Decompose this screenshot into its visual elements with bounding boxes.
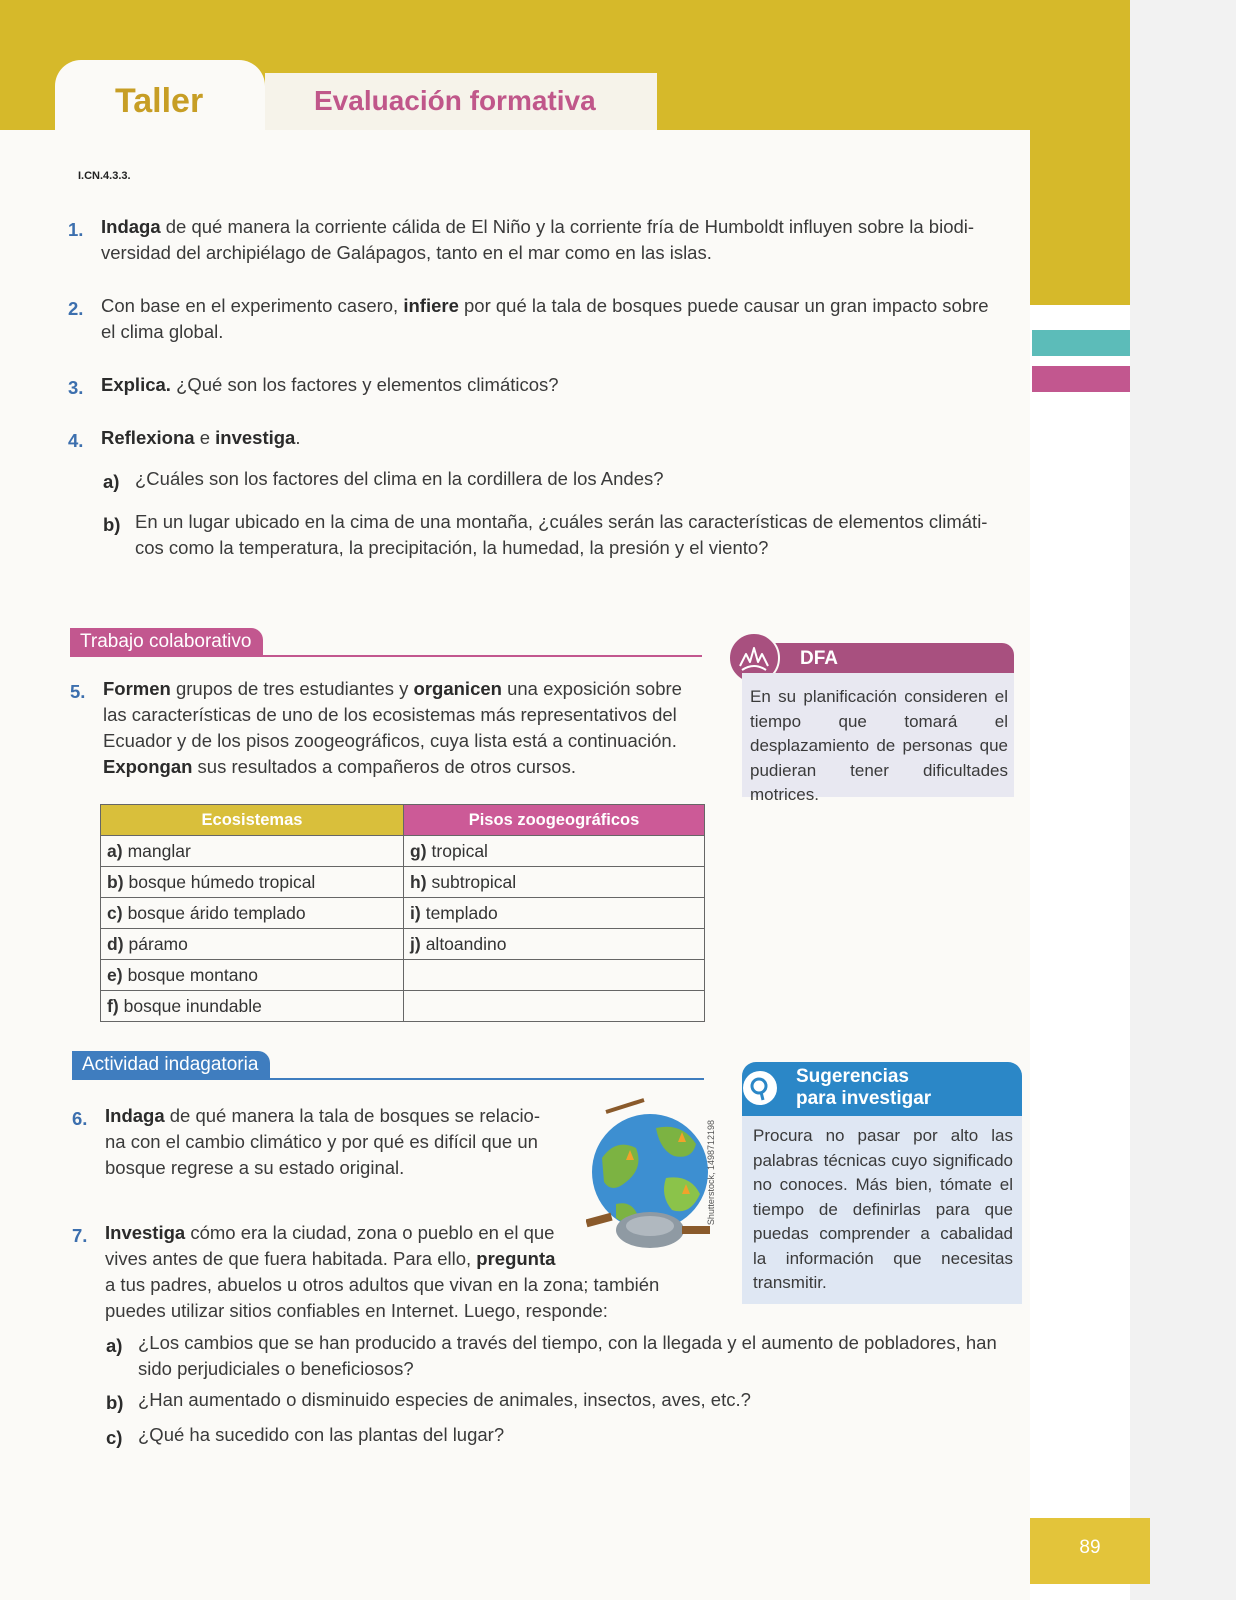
table-row [101,960,705,991]
q5-line2: las características de uno de los ecosistemas más representativos del [103,704,677,725]
curriculum-code: I.CN.4.3.3. [78,170,131,182]
sugerencias-text: Procura no pasar por alto las palabras técnicas cuyo significado no conoces. Más bien, tómate el tiempo de definirlas para que puedas comprender a cabalidad la información que necesitas transmitir. [753,1126,1013,1292]
q4-verb1: Reflexiona [101,427,195,448]
q7-line4: puedes utilizar sitios confiables en Internet. Luego, responde: [105,1300,608,1321]
table-row [101,836,705,867]
indagatoria-tab: Actividad indagatoria [72,1051,270,1080]
dfa-header [742,643,1014,673]
zoogeographic-cell [404,836,705,867]
cell-letter: e) [107,964,123,985]
ecosystem-cell [101,836,404,867]
cell-text: subtropical [431,871,517,892]
table-row [101,898,705,929]
cell-letter: a) [107,840,123,861]
image-credit: Shutterstock, 1498712198 [706,1120,716,1226]
q5-verb2: organicen [413,678,502,699]
question-7 [105,1220,705,1324]
cell-letter: g) [410,840,427,861]
dfa-text: En su planificación consideren el tiempo que tomará el desplazamiento de personas que pudieran tener dificultades motrices. [750,687,1008,804]
q7-sub-a [138,1330,997,1382]
q7-sub-c: ¿Qué ha sucedido con las plantas del lugar? [138,1424,505,1445]
q7-verb1: Investiga [105,1222,186,1243]
q5-line4: sus resultados a compañeros de otros cursos. [192,756,576,777]
cell-text: templado [425,902,498,923]
zoogeographic-cell [404,991,705,1022]
question-number: 2. [68,298,84,319]
question-2 [101,293,989,345]
zoogeographic-cell [404,898,705,929]
pink-strip [1032,366,1130,392]
q2-pre: Con base en el experimento casero, [101,295,404,316]
page-margin [1130,0,1236,1600]
ecosystem-cell [101,991,404,1022]
q3-text: ¿Qué son los factores y elementos climáticos? [170,374,559,395]
ecosystem-cell [101,960,404,991]
q1-line2: versidad del archipiélago de Galápagos, tanto en el mar como en las islas. [101,242,712,263]
zoogeographic-cell [404,960,705,991]
cell-letter: b) [107,871,124,892]
q5-line3: Ecuador y de los pisos zoogeográficos, cuya lista está a continuación. [103,730,677,751]
tab-label: Taller [115,82,204,120]
q6-line3: bosque regrese a su estado original. [105,1157,405,1178]
q7-line2: vives antes de que fuera habitada. Para ello, [105,1248,477,1269]
q4-sub-b-line1: En un lugar ubicado en la cima de una montaña, ¿cuáles serán las características de elementos climáti- [135,511,988,532]
question-number: 6. [72,1108,88,1129]
table-header-pisos: Pisos zoogeográficos [404,805,705,836]
zoogeographic-cell [404,929,705,960]
question-number: 1. [68,219,84,240]
question-6 [105,1103,540,1181]
subitem-letter: b) [106,1392,124,1413]
q5-verb1: Formen [103,678,171,699]
cell-letter: c) [107,902,123,923]
question-number: 4. [68,430,84,451]
sugerencias-title-line2: para investigar [796,1088,932,1109]
cell-text: páramo [128,933,188,954]
q5-mid: grupos de tres estudiantes y [170,678,414,699]
q3-verb: Explica. [101,374,171,395]
q7-line1: cómo era la ciudad, zona o pueblo en el que [185,1222,555,1243]
question-5 [103,676,701,780]
teal-strip [1032,330,1130,356]
ecosystem-cell [101,929,404,960]
question-4 [101,425,300,451]
question-number: 5. [70,681,86,702]
cell-text: altoandino [425,933,507,954]
q4-verb2: investiga [215,427,296,448]
cell-text: bosque montano [127,964,258,985]
page-number: 89 [1079,1537,1101,1558]
q4-and: e [194,427,216,448]
cell-text: manglar [127,840,191,861]
question-3 [101,372,559,398]
q1-line1: de qué manera la corriente cálida de El Niño y la corriente fría de Humboldt influyen sobre la biodi- [160,216,975,237]
indagatoria-rule [72,1078,704,1080]
cell-letter: j) [410,933,421,954]
table-row [101,929,705,960]
question-number: 3. [68,377,84,398]
magnifier-icon [742,1070,778,1106]
table-header-ecosistemas: Ecosistemas [101,805,404,836]
q4-sub-b [135,509,987,561]
q5-end: una exposición sobre [501,678,682,699]
q7-sub-b: ¿Han aumentado o disminuido especies de animales, insectos, aves, etc.? [138,1389,751,1410]
subitem-letter: c) [106,1427,123,1448]
zoogeographic-cell [404,867,705,898]
table-row [101,867,705,898]
question-1: Indaga de qué manera la corriente cálida de El Niño y la corriente fría de Humboldt influyen sobre la biodi- versidad del archipiélago de Galápagos, tanto en el mar como en las islas. [101,214,974,266]
question-number: 7. [72,1225,88,1246]
cell-letter: d) [107,933,124,954]
q7-sub-a-line2: sido perjudiciales o beneficiosos? [138,1358,414,1379]
q6-line1: de qué manera la tala de bosques se relacio- [164,1105,540,1126]
subitem-letter: a) [106,1335,123,1356]
cell-letter: h) [410,871,427,892]
q6-line2: na con el cambio climático y por qué es difícil que un [105,1131,538,1152]
cell-text: bosque húmedo tropical [128,871,316,892]
section-title: Evaluación formativa [314,85,596,116]
q4-sub-a: ¿Cuáles son los factores del clima en la cordillera de los Andes? [135,468,664,489]
q7-sub-a-line1: ¿Los cambios que se han producido a través del tiempo, con la llegada y el aumento de pobladores, han [138,1332,997,1353]
table-row [101,991,705,1022]
q2-verb: infiere [403,295,459,316]
cell-text: tropical [431,840,488,861]
subitem-letter: b) [103,514,121,535]
sugerencias-title-line1: Sugerencias [796,1066,909,1087]
q6-verb: Indaga [105,1105,165,1126]
q4-dot: . [295,427,301,448]
q7-line3: a tus padres, abuelos u otros adultos que vivan en la zona; también [105,1274,660,1295]
q2-line2: el clima global. [101,321,224,342]
dfa-title: DFA [800,648,838,669]
q5-verb3: Expongan [103,756,193,777]
q2-post: por qué la tala de bosques puede causar un gran impacto sobre [458,295,989,316]
cell-text: bosque inundable [123,995,262,1016]
cell-text: bosque árido templado [127,902,306,923]
cell-letter: f) [107,995,119,1016]
colab-rule [70,655,702,657]
ecosystem-cell [101,898,404,929]
table-body [101,836,705,1022]
ecosystem-cell [101,867,404,898]
q7-verb2: pregunta [476,1248,556,1269]
side-band [1030,0,1130,305]
cell-letter: i) [410,902,421,923]
q4-sub-b-line2: cos como la temperatura, la precipitación, la humedad, la presión y el viento? [135,537,769,558]
subitem-letter: a) [103,471,120,492]
ecosystems-table [100,804,705,1022]
colab-tab: Trabajo colaborativo [70,628,263,657]
